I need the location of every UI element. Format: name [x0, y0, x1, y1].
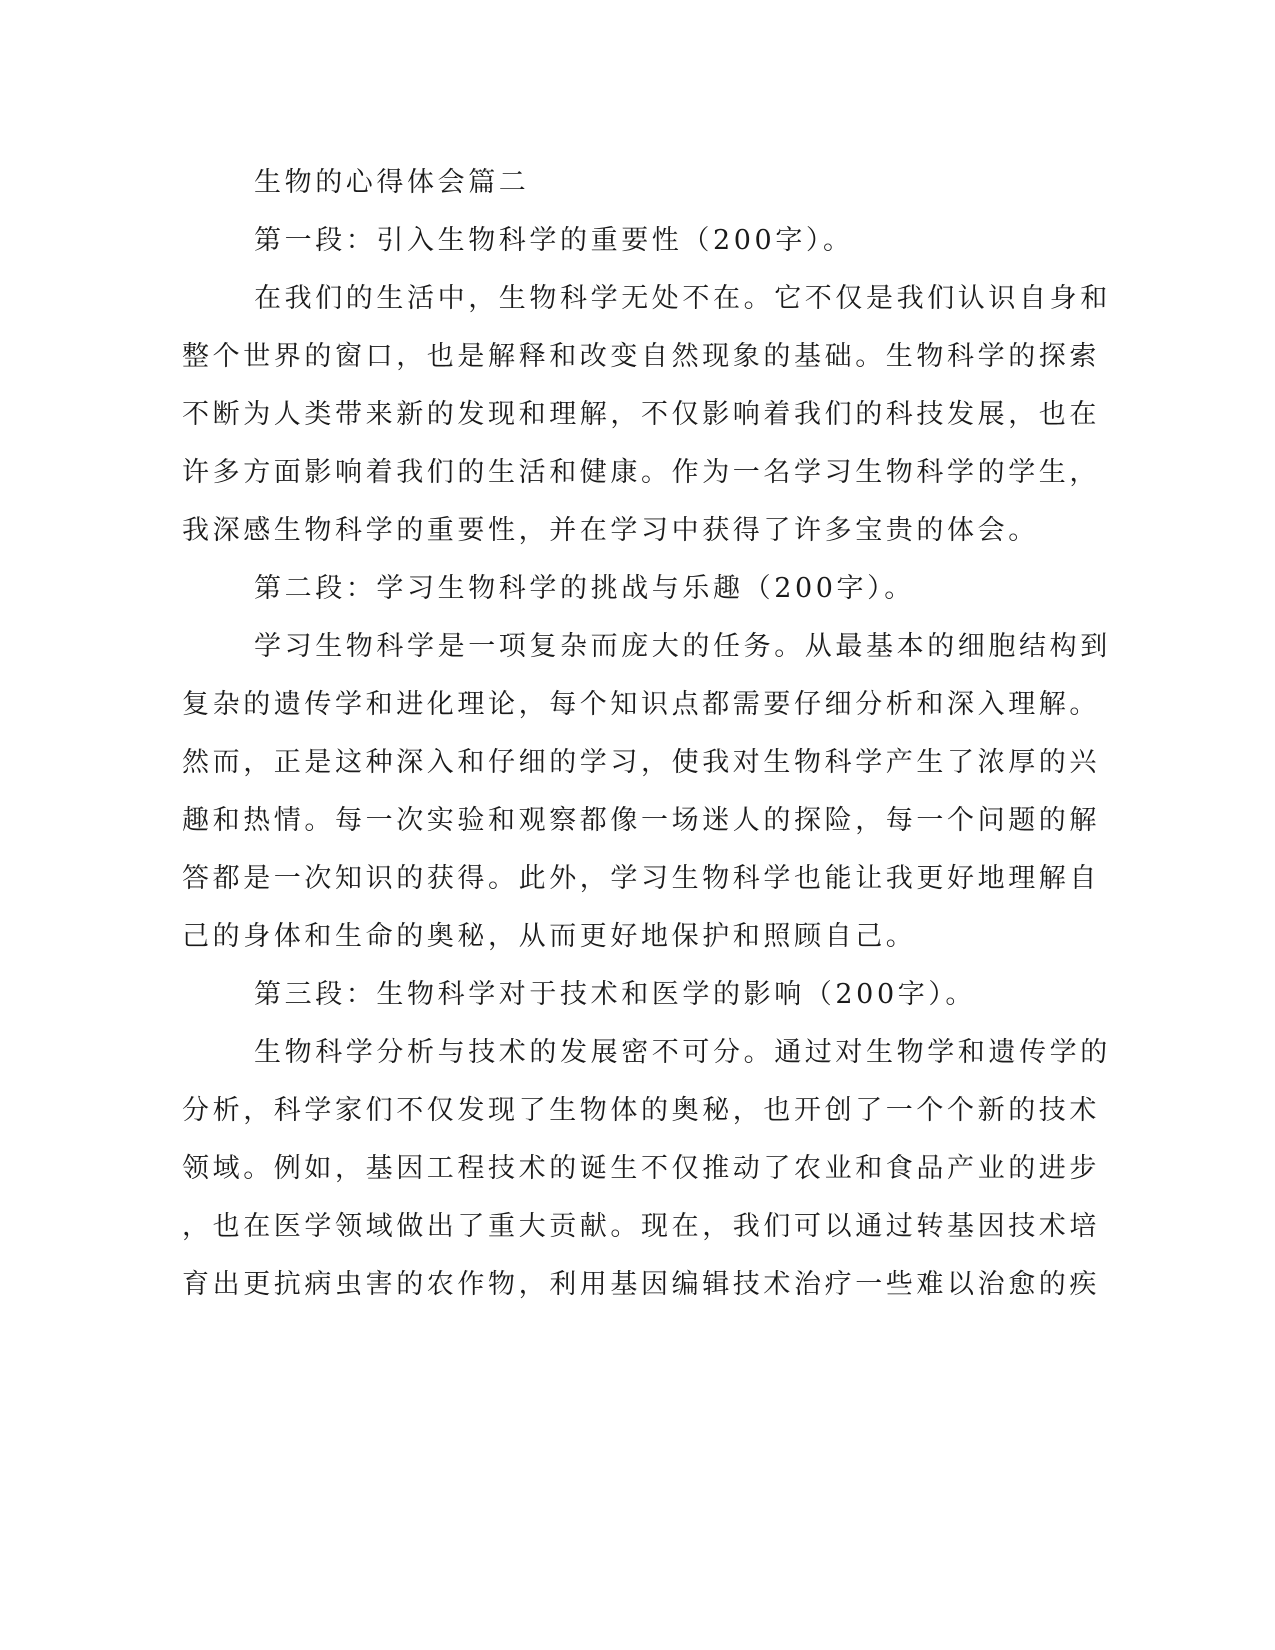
section-heading-1: 第一段：引入生物科学的重要性（200字）。: [254, 225, 854, 256]
paragraph-line: 我深感生物科学的重要性，并在学习中获得了许多宝贵的体会。: [182, 515, 1039, 546]
section-heading-2: 第二段：学习生物科学的挑战与乐趣（200字）。: [254, 573, 915, 604]
paragraph-line: 整个世界的窗口，也是解释和改变自然现象的基础。生物科学的探索: [182, 341, 1100, 372]
paragraph-line: 不断为人类带来新的发现和理解，不仅影响着我们的科技发展，也在: [182, 399, 1100, 430]
paragraph-line: 育出更抗病虫害的农作物，利用基因编辑技术治疗一些难以治愈的疾: [182, 1269, 1100, 1300]
paragraph-line: 己的身体和生命的奥秘，从而更好地保护和照顾自己。: [182, 921, 917, 952]
paragraph-line: 趣和热情。每一次实验和观察都像一场迷人的探险，每一个问题的解: [182, 805, 1100, 836]
paragraph-line: 分析，科学家们不仅发现了生物体的奥秘，也开创了一个个新的技术: [182, 1095, 1100, 1126]
document-title: 生物的心得体会篇二: [254, 167, 530, 198]
paragraph-line: 许多方面影响着我们的生活和健康。作为一名学习生物科学的学生，: [182, 457, 1100, 488]
paragraph-line: 生物科学分析与技术的发展密不可分。通过对生物学和遗传学的: [254, 1037, 1111, 1068]
paragraph-line: 领域。例如，基因工程技术的诞生不仅推动了农业和食品产业的进步: [182, 1153, 1100, 1184]
paragraph-line: ，也在医学领域做出了重大贡献。现在，我们可以通过转基因技术培: [182, 1211, 1100, 1242]
paragraph-line: 复杂的遗传学和进化理论，每个知识点都需要仔细分析和深入理解。: [182, 689, 1100, 720]
paragraph-line: 学习生物科学是一项复杂而庞大的任务。从最基本的细胞结构到: [254, 631, 1111, 662]
section-heading-3: 第三段：生物科学对于技术和医学的影响（200字）。: [254, 979, 977, 1010]
paragraph-line: 答都是一次知识的获得。此外，学习生物科学也能让我更好地理解自: [182, 863, 1100, 894]
paragraph-line: 在我们的生活中，生物科学无处不在。它不仅是我们认识自身和: [254, 283, 1111, 314]
paragraph-line: 然而，正是这种深入和仔细的学习，使我对生物科学产生了浓厚的兴: [182, 747, 1100, 778]
